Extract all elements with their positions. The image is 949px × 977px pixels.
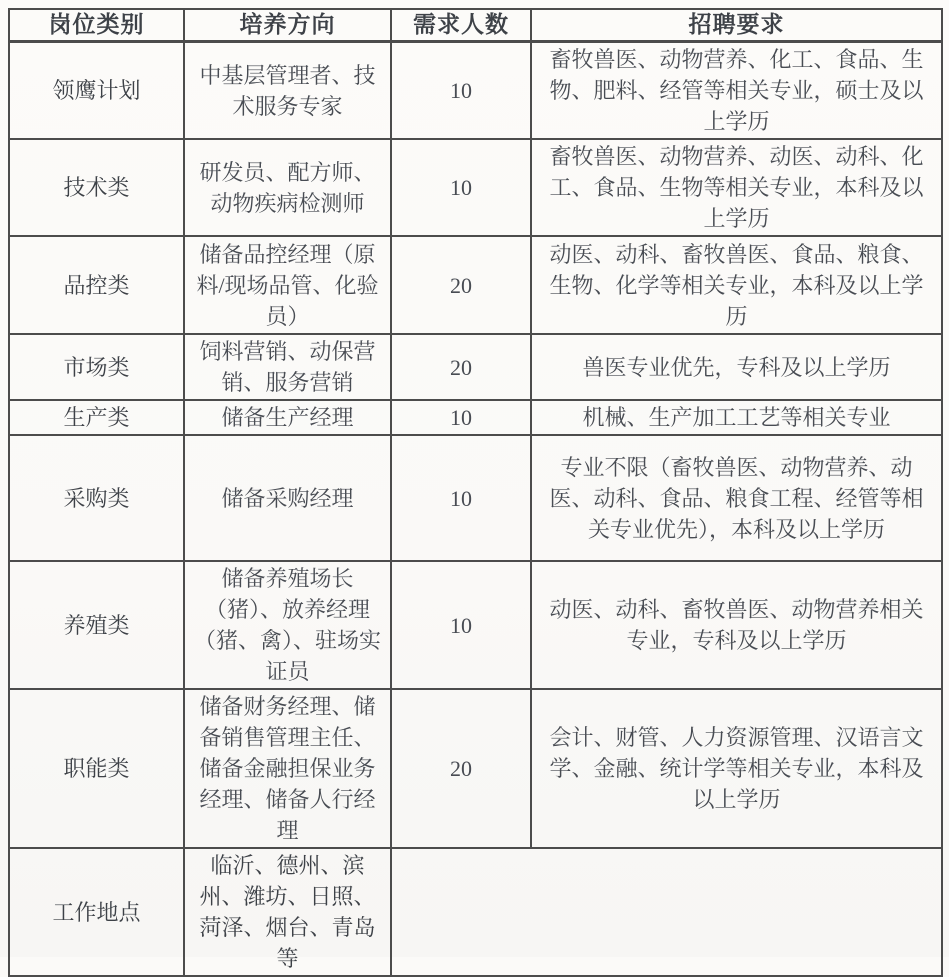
requirement-cell: 畜牧兽医、动物营养、动医、动科、化工、食品、生物等相关专业，本科及以上学历 <box>531 139 942 236</box>
requirement-cell: 机械、生产加工工艺等相关专业 <box>531 400 942 435</box>
category-cell: 职能类 <box>9 689 184 848</box>
headcount-cell: 10 <box>391 435 531 561</box>
table-header-row <box>9 9 942 42</box>
direction-cell: 中基层管理者、技术服务专家 <box>184 42 391 140</box>
table-row <box>9 139 942 236</box>
recruitment-table <box>8 8 943 977</box>
category-cell: 领鹰计划 <box>9 42 184 140</box>
header-cell-headcount: 需求人数 <box>391 9 531 42</box>
table-row <box>9 689 942 848</box>
headcount-cell: 10 <box>391 139 531 236</box>
headcount-cell: 20 <box>391 689 531 848</box>
header-cell-direction: 培养方向 <box>184 9 391 42</box>
requirement-cell: 兽医专业优先，专科及以上学历 <box>531 334 942 400</box>
table-row <box>9 561 942 689</box>
headcount-cell: 20 <box>391 334 531 400</box>
table-row <box>9 400 942 435</box>
category-cell: 生产类 <box>9 400 184 435</box>
headcount-cell: 10 <box>391 42 531 140</box>
direction-cell: 临沂、德州、滨州、潍坊、日照、菏泽、烟台、青岛等 <box>184 848 391 976</box>
category-cell: 养殖类 <box>9 561 184 689</box>
direction-cell: 储备财务经理、储备销售管理主任、储备金融担保业务经理、储备人行经理 <box>184 689 391 848</box>
direction-cell: 储备品控经理（原料/现场品管、化验员） <box>184 236 391 334</box>
header-cell-requirement: 招聘要求 <box>531 9 942 42</box>
requirement-cell: 会计、财管、人力资源管理、汉语言文学、金融、统计学等相关专业，本科及以上学历 <box>531 689 942 848</box>
headcount-cell: 10 <box>391 400 531 435</box>
headcount-cell: 10 <box>391 561 531 689</box>
direction-cell: 饲料营销、动保营销、服务营销 <box>184 334 391 400</box>
category-cell: 技术类 <box>9 139 184 236</box>
requirement-cell: 畜牧兽医、动物营养、化工、食品、生物、肥料、经管等相关专业，硕士及以上学历 <box>531 42 942 140</box>
table-row <box>9 236 942 334</box>
table-row <box>9 42 942 140</box>
table-row <box>9 435 942 561</box>
category-cell: 采购类 <box>9 435 184 561</box>
category-cell: 工作地点 <box>9 848 184 976</box>
requirement-cell: 专业不限（畜牧兽医、动物营养、动医、动科、食品、粮食工程、经管等相关专业优先），本科及以上学历 <box>531 435 942 561</box>
direction-cell: 储备养殖场长（猪）、放养经理（猪、禽）、驻场实证员 <box>184 561 391 689</box>
headcount-cell: 20 <box>391 236 531 334</box>
category-cell: 品控类 <box>9 236 184 334</box>
requirement-cell: 动医、动科、畜牧兽医、动物营养相关专业，专科及以上学历 <box>531 561 942 689</box>
table-row <box>9 334 942 400</box>
direction-cell: 储备采购经理 <box>184 435 391 561</box>
header-cell-category: 岗位类别 <box>9 9 184 42</box>
direction-cell: 储备生产经理 <box>184 400 391 435</box>
direction-cell: 研发员、配方师、动物疾病检测师 <box>184 139 391 236</box>
requirement-cell: 动医、动科、畜牧兽医、食品、粮食、生物、化学等相关专业，本科及以上学历 <box>531 236 942 334</box>
category-cell: 市场类 <box>9 334 184 400</box>
